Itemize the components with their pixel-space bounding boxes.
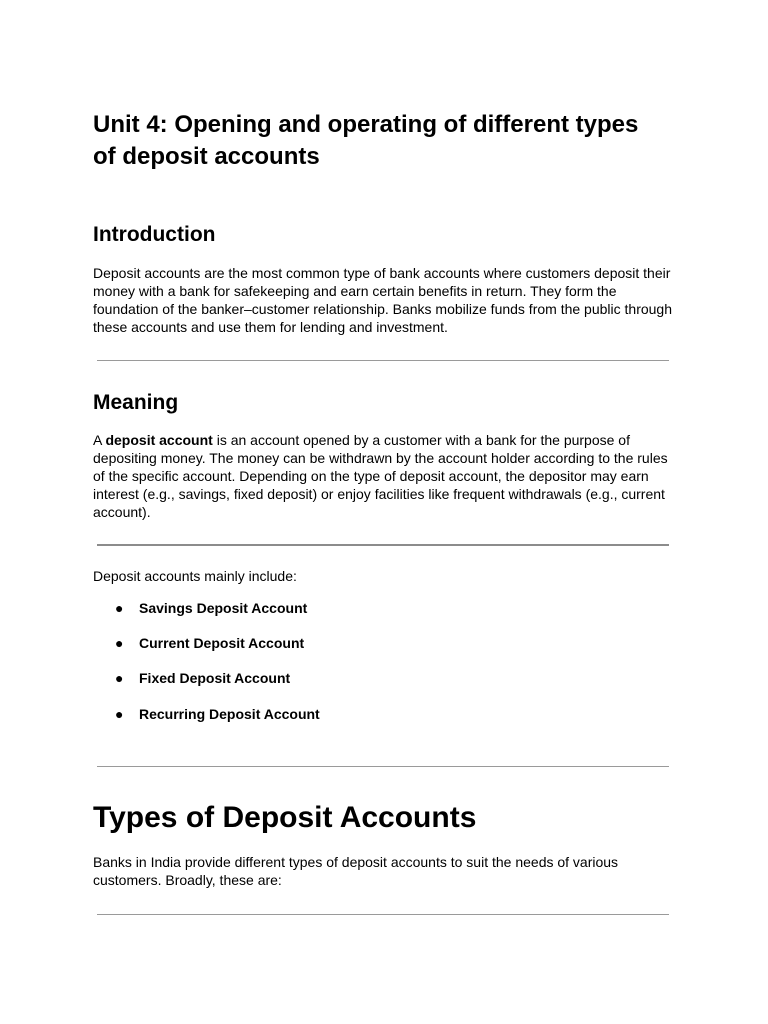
meaning-lead: A	[93, 432, 106, 448]
section-divider	[97, 360, 669, 361]
document-title: Unit 4: Opening and operating of different types of deposit accounts	[93, 111, 639, 170]
deposit-account-term: deposit account	[105, 432, 213, 448]
meaning-paragraph-rest: is an account opened by a customer with a bank for the purpose of depositing money. The money can be withdrawn by the account holder according to the rules of the specific account. Depending on the type of deposit account, the depositor may earn interest (e.g., savings, fixed deposit) or enjoy facilities like frequent withdrawals (e.g., current account).	[93, 432, 668, 520]
section-divider	[97, 766, 669, 767]
types-heading: Types of Deposit Accounts	[93, 801, 477, 834]
meaning-paragraph	[93, 431, 673, 521]
includes-intro: Deposit accounts mainly include:	[93, 568, 297, 584]
section-divider	[97, 544, 669, 546]
list-item: Current Deposit Account	[139, 635, 305, 651]
section-divider	[97, 914, 669, 915]
bullet-icon: ●	[115, 635, 124, 651]
types-paragraph: Banks in India provide different types of deposit accounts to suit the needs of various customers. Broadly, these are:	[93, 854, 619, 888]
list-item: Fixed Deposit Account	[139, 670, 291, 686]
meaning-heading: Meaning	[93, 391, 179, 414]
introduction-heading: Introduction	[93, 223, 216, 246]
bullet-icon: ●	[115, 600, 124, 616]
bullet-icon: ●	[115, 670, 124, 686]
bullet-icon: ●	[115, 706, 124, 722]
introduction-paragraph: Deposit accounts are the most common type of bank accounts where customers deposit their money with a bank for safekeeping and earn certain benefits in return. They form the foundation of the banker–customer relationship. Banks mobilize funds from the public through these accounts and use them for lending and investment.	[93, 265, 673, 335]
list-item: Recurring Deposit Account	[139, 706, 320, 722]
list-item: Savings Deposit Account	[139, 600, 308, 616]
